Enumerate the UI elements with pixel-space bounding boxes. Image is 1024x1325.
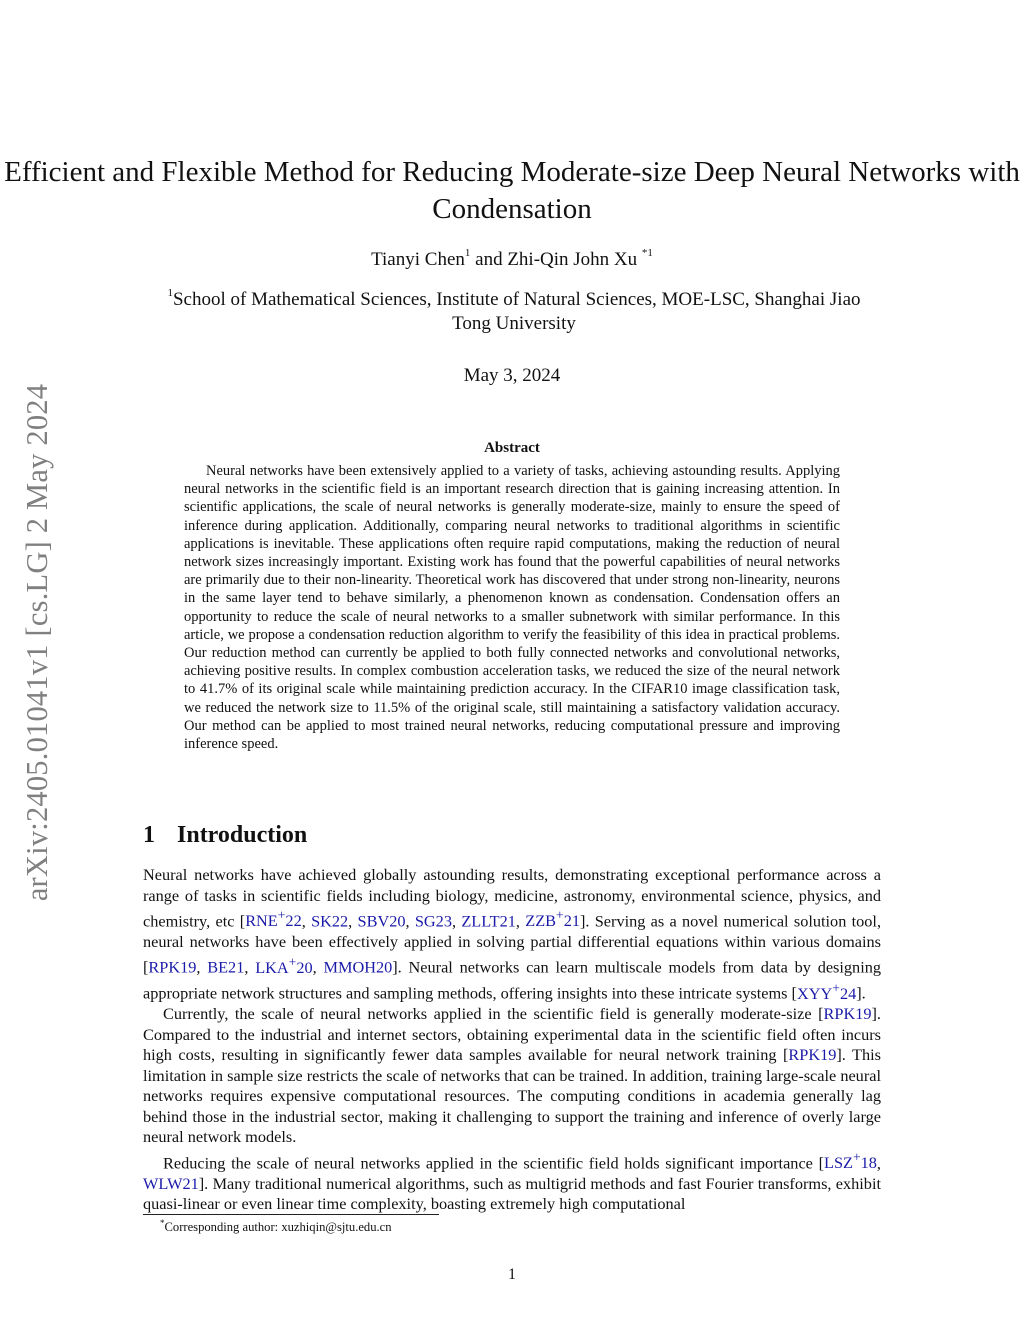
- citation-link[interactable]: [824, 1149, 877, 1173]
- citation-link[interactable]: MMOH20: [323, 957, 393, 977]
- text-run: Neural networks have achieved globally astounding results, demonstrating exceptional performance across a range of tasks in scientific fields including biology, medicine, astronomy, environmental science, physics, and chemistry, etc [: [143, 865, 881, 931]
- affiliation-text: School of Mathematical Sciences, Institute of Natural Sciences, MOE-LSC, Shanghai Jiao Tong University: [172, 289, 861, 334]
- affiliation-mark: 1: [167, 287, 173, 299]
- page-number: 1: [508, 1266, 516, 1283]
- citation-link[interactable]: SK22: [311, 911, 349, 931]
- author-line: [0, 247, 1024, 273]
- citation-plus: +: [852, 1149, 861, 1165]
- paper-date: May 3, 2024: [463, 365, 561, 386]
- section-heading: [143, 822, 307, 849]
- citation-link[interactable]: WLW21: [143, 1173, 199, 1193]
- paper-title: Efficient and Flexible Method for Reducing Moderate-size Deep Neural Networks with Condensation: [4, 156, 1020, 225]
- citation-link[interactable]: [255, 954, 313, 977]
- separator: ,: [301, 911, 312, 931]
- introduction-body: [143, 865, 881, 1215]
- author-2-affil-mark: *1: [641, 247, 653, 259]
- footnote-mark: *: [160, 1218, 165, 1228]
- author-and: and: [470, 249, 508, 270]
- text-run: ]. Serving as a novel numerical solution tool, neural networks have been effectively applied in solving partial differential equations within various domains [: [143, 911, 882, 977]
- citation-link[interactable]: ZLLT21: [461, 911, 516, 931]
- citation-key: LSZ: [824, 1153, 853, 1173]
- intro-paragraph-3: [143, 1148, 881, 1215]
- citation-link[interactable]: [245, 908, 302, 931]
- footnote: [160, 1218, 392, 1235]
- affiliation: [146, 288, 882, 336]
- citation-key: ZZB: [525, 911, 557, 931]
- citation-plus: +: [832, 980, 840, 996]
- citation-key: XYY: [796, 983, 833, 1003]
- section-title: Introduction: [177, 822, 308, 848]
- citation-year: 22: [285, 911, 302, 931]
- citation-year: 21: [563, 911, 580, 931]
- separator: ,: [515, 911, 526, 931]
- author-1: Tianyi Chen: [371, 249, 465, 270]
- citation-key: RNE: [245, 911, 278, 931]
- citation-key: LKA: [255, 957, 289, 977]
- citation-link[interactable]: RPK19: [823, 1004, 872, 1024]
- arxiv-identifier: arXiv:2405.01041v1 [cs.LG] 2 May 2024: [20, 383, 55, 902]
- text-run: ]. Compared to the industrial and internet sectors, obtaining experimental data in the scientific field often incurs high costs, resulting in significantly fewer data samples available for neural network training [: [143, 1004, 881, 1065]
- citation-link[interactable]: SG23: [414, 911, 452, 931]
- separator: ,: [405, 911, 415, 931]
- intro-paragraph-1: [143, 865, 881, 1004]
- separator: ,: [312, 957, 324, 977]
- abstract-heading: Abstract: [484, 440, 540, 456]
- citation-plus: +: [277, 908, 286, 923]
- section-number: 1: [143, 822, 155, 848]
- separator: ,: [348, 911, 358, 931]
- separator: ,: [244, 957, 256, 977]
- separator: ,: [876, 1153, 881, 1173]
- text-run: ]. Many traditional numerical algorithms, such as multigrid methods and fast Fourier transforms, exhibit quasi-linear or even linear time complexity, boasting extremely high computational: [143, 1173, 881, 1214]
- separator: ,: [451, 911, 462, 931]
- citation-plus: +: [556, 908, 564, 923]
- text-run: Reducing the scale of neural networks applied in the scientific field holds significant importance [: [163, 1153, 825, 1173]
- author-2: Zhi-Qin John Xu: [507, 249, 638, 270]
- author-1-affil-mark: 1: [464, 247, 471, 259]
- citation-link[interactable]: SBV20: [357, 911, 406, 931]
- abstract-text: Neural networks have been extensively applied to a variety of tasks, achieving astounding results. Applying neural networks in the scientific field is an important research direction that is gaining increasing attention. In scientific applications, the scale of neural networks is generally moderate-size, mainly to ensure the speed of inference during application. Additionally, comparing neural networks to traditional algorithms in scientific applications is inevitable. These applications often require rapid computations, making the reduction of neural network sizes increasingly important. Existing work has found that the powerful capabilities of neural networks are primarily due to their non-linearity. Theoretical work has discovered that under strong non-linearity, neurons in the same layer tend to behave similarly, a phenomenon known as condensation. Condensation offers an opportunity to reduce the scale of neural networks to a smaller subnetwork with similar performance. In this article, we propose a condensation reduction algorithm to verify the feasibility of this idea in practical problems. Our reduction method can currently be applied to both fully connected networks and convolutional networks, achieving positive results. In complex combustion acceleration tasks, we reduced the size of the neural network to 41.7% of its original scale while maintaining prediction accuracy. In the CIFAR10 image classification task, we reduced the network size to 11.5% of the original scale, still maintaining a satisfactory validation accuracy. Our method can be applied to most trained neural networks, reducing computational pressure and improving inference speed.: [184, 463, 840, 753]
- citation-link[interactable]: [525, 908, 580, 931]
- citation-link[interactable]: RPK19: [788, 1045, 837, 1065]
- text-run: ].: [856, 983, 866, 1003]
- footnote-rule: [143, 1214, 439, 1215]
- footnote-text: Corresponding author: xuzhiqin@sjtu.edu.cn: [164, 1220, 392, 1235]
- citation-plus: +: [288, 954, 297, 970]
- text-run: ]. This limitation in sample size restricts the scale of networks that can be trained. In addition, training large-scale neural networks requires expensive computational resources. The computing conditions in academia generally lag behind those in the industrial sector, making it challenging to support the training and inference of overly large neural network models.: [143, 1045, 882, 1147]
- citation-year: 18: [860, 1153, 877, 1173]
- citation-link[interactable]: RPK19: [148, 957, 197, 977]
- text-run: Currently, the scale of neural networks applied in the scientific field is generally moderate-size [: [163, 1004, 824, 1024]
- citation-year: 24: [839, 983, 857, 1003]
- separator: ,: [196, 957, 208, 977]
- intro-paragraph-2: [143, 1004, 881, 1148]
- text-run: ]. Neural networks can learn multiscale models from data by designing appropriate network structures and sampling methods, offering insights into these intricate systems [: [143, 957, 882, 1003]
- citation-year: 20: [296, 957, 313, 977]
- citation-link[interactable]: [796, 980, 857, 1003]
- citation-link[interactable]: BE21: [207, 957, 245, 977]
